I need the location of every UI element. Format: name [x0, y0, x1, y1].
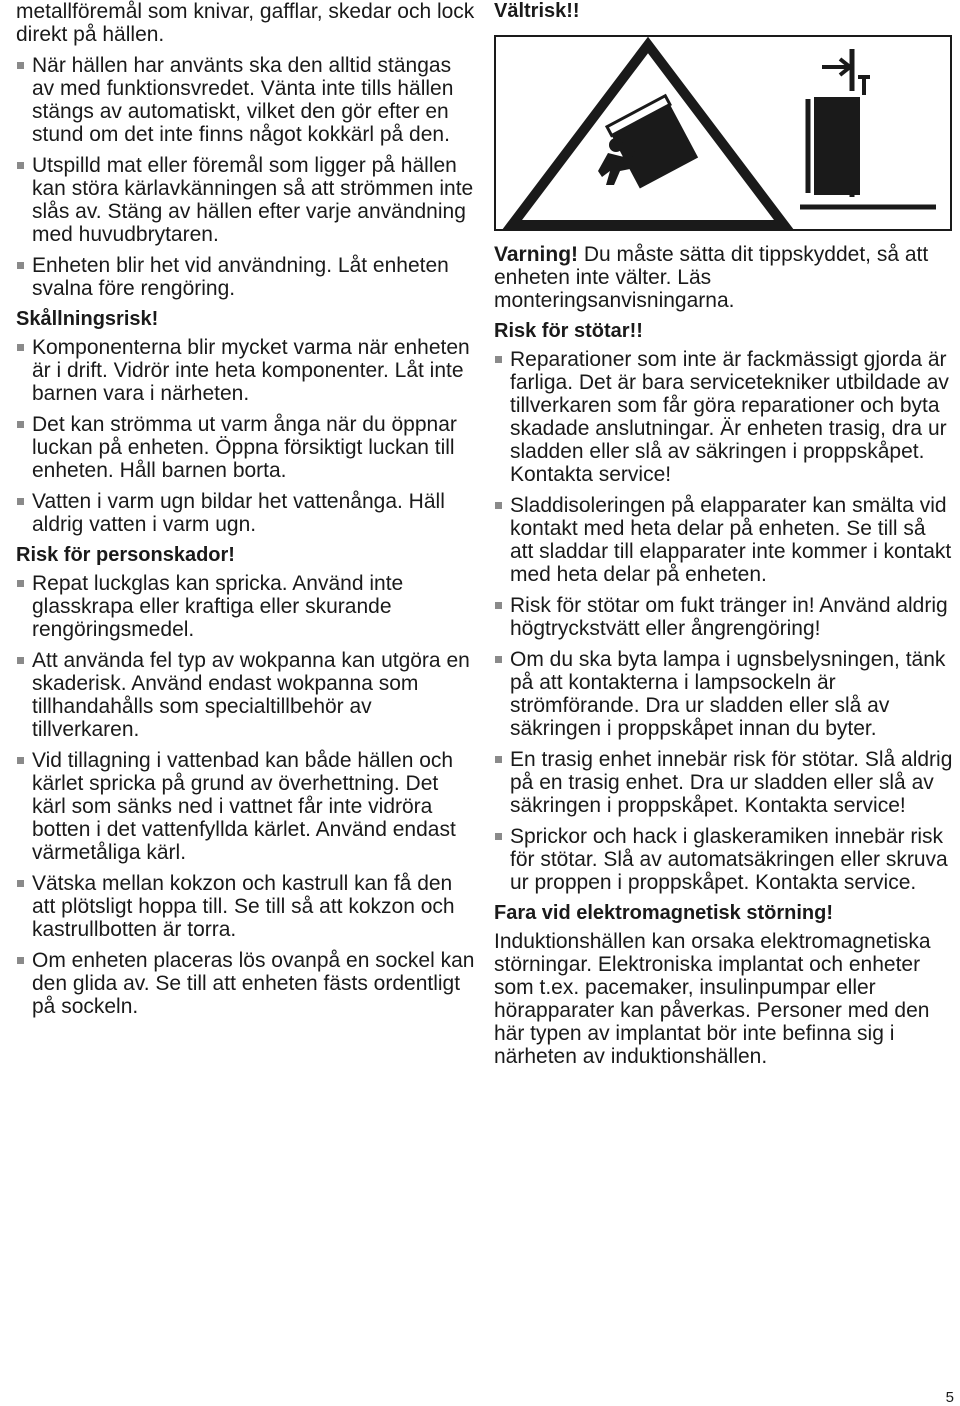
warning-paragraph	[478, 243, 954, 312]
tipping-warning-icon	[496, 37, 952, 231]
list-item: En trasig enhet innebär risk för stötar. Slå aldrig på en trasig enhet. Dra ur sladden eller slå av säkringen i proppskåpet. Kontakta service!	[478, 748, 954, 817]
list-item: Komponenterna blir mycket varma när enheten är i drift. Vidrör inte heta komponenter. Låt inte barnen vara i närheten.	[0, 336, 476, 405]
scald-heading: Skållningsrisk!	[16, 308, 159, 330]
left-column	[0, 0, 476, 1026]
list-item: Sprickor och hack i glaskeramiken innebär risk för stötar. Slå av automatsäkringen eller skruva ur proppen i proppskåpet. Kontakta service.	[478, 825, 954, 894]
list-item: När hällen har använts ska den alltid stängas av med funktionsvredet. Vänta inte tills hällen stängs av automatiskt, vilket den gör efter en stund om det inte finns något kokkärl på den.	[0, 54, 476, 146]
warning-text: Du måste sätta dit tippskyddet, så att enheten inte välter. Läs monteringsanvisningarna.	[494, 243, 929, 312]
emi-text: Induktionshällen kan orsaka elektromagnetiska störningar. Elektroniska implantat och enheter som t.ex. pacemaker, insulinpumpar eller hörapparater kan påverkas. Personer med den här typen av implantat bör inte befinna sig i närheten av induktionshällen.	[494, 930, 931, 1068]
emi-heading: Fara vid elektromagnetisk störning!	[494, 902, 833, 924]
list-item: Om enheten placeras lös ovanpå en sockel kan den glida av. Se till att enheten fästs ordentligt på sockeln.	[0, 949, 476, 1018]
injury-list	[0, 572, 476, 1018]
injury-heading: Risk för personskador!	[16, 544, 235, 566]
list-item: Repat luckglas kan spricka. Använd inte glasskrapa eller kraftiga eller skurande rengöringsmedel.	[0, 572, 476, 641]
shock-heading: Risk för stötar!!	[494, 320, 643, 342]
list-item: Sladdisoleringen på elapparater kan smälta vid kontakt med heta delar på enheten. Se till så att sladdar till elapparater inte kommer i kontakt med heta delar på enheten.	[478, 494, 954, 586]
list-item: Enheten blir het vid användning. Låt enheten svalna före rengöring.	[0, 254, 476, 300]
tip-heading: Vältrisk!!	[494, 0, 580, 22]
list-item: Vatten i varm ugn bildar het vattenånga. Häll aldrig vatten i varm ugn.	[0, 490, 476, 536]
shock-list	[478, 348, 954, 894]
intro-text: metallföremål som knivar, gafflar, skedar och lock direkt på hällen.	[16, 0, 475, 46]
list-item: Det kan strömma ut varm ånga när du öppnar luckan på enheten. Öppna försiktigt luckan till enheten. Håll barnen borta.	[0, 413, 476, 482]
right-column	[478, 0, 954, 1068]
list-item: Risk för stötar om fukt tränger in! Använd aldrig högtryckstvätt eller ångrengöring!	[478, 594, 954, 640]
warning-sign-box	[494, 35, 952, 231]
page-number: 5	[945, 1389, 954, 1406]
scald-list	[0, 336, 476, 536]
list-item: Om du ska byta lampa i ugnsbelysningen, tänk på att kontakterna i lampsockeln är strömförande. Dra ur sladden eller slå av säkringen i proppskåpet innan du byter.	[478, 648, 954, 740]
list-item: Att använda fel typ av wokpanna kan utgöra en skaderisk. Använd endast wokpanna som tillhandahålls som specialtillbehör av tillverkaren.	[0, 649, 476, 741]
list-item: Vätska mellan kokzon och kastrull kan få den att plötsligt hoppa till. Se till så att kokzon och kastrullbotten är torra.	[0, 872, 476, 941]
warning-label: Varning!	[494, 243, 579, 266]
safety-list-top	[0, 54, 476, 300]
list-item: Reparationer som inte är fackmässigt gjorda är farliga. Det är bara servicetekniker utbildade av tillverkaren som får göra reparationer och byta skadade anslutningar. Är enheten trasig, dra ur sladden eller slå av säkringen i proppskåpet. Kontakta service!	[478, 348, 954, 486]
list-item: Utspilld mat eller föremål som ligger på hällen kan störa kärlavkänningen så att strömmen inte slås av. Stäng av hällen efter varje användning med huvudbrytaren.	[0, 154, 476, 246]
list-item: Vid tillagning i vattenbad kan både hällen och kärlet spricka på grund av överhettning. Det kärl som sänks ned i vattnet får inte vidröra botten i det vattenfyllda kärlet. Använd endast värmetåliga kärl.	[0, 749, 476, 864]
